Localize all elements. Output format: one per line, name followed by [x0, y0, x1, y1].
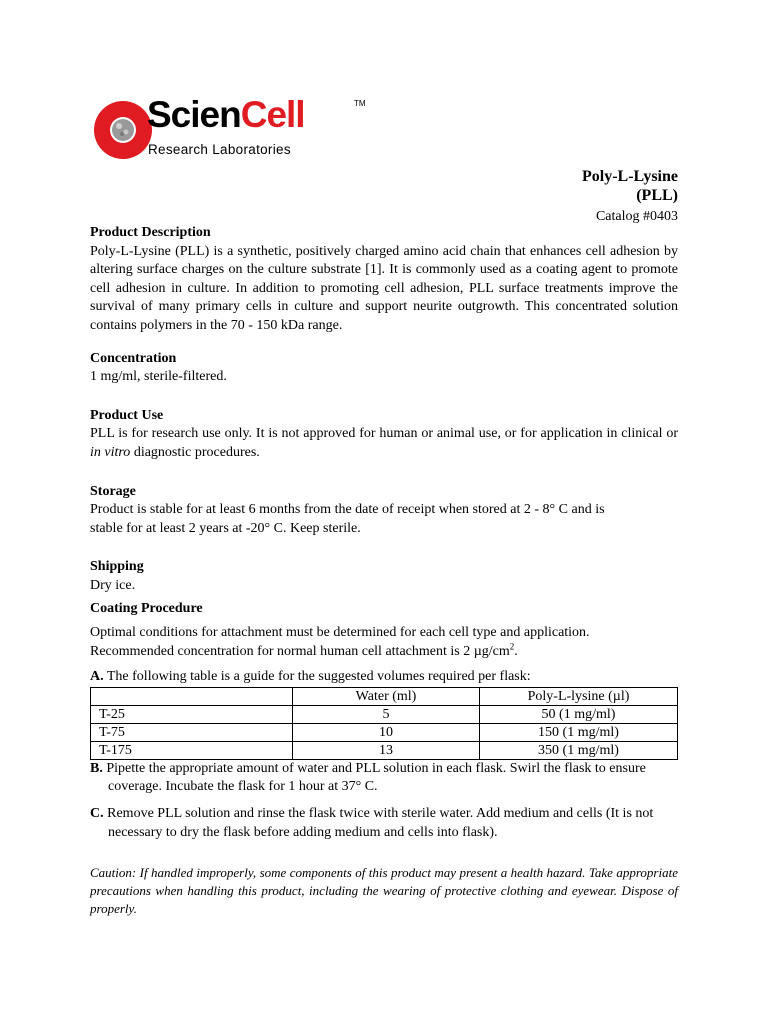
trademark-mark: TM: [354, 99, 366, 108]
logo-emblem-icon: [92, 99, 154, 161]
table-cell: 350 (1 mg/ml): [480, 741, 678, 759]
table-row: [91, 705, 678, 723]
heading-shipping: Shipping: [90, 559, 144, 575]
heading-product-use: Product Use: [90, 407, 164, 423]
flask-table-body: [91, 687, 678, 759]
storage-line-2: stable for at least 2 years at -20° C. Keep sterile.: [90, 520, 361, 536]
sciencell-logo: [92, 94, 366, 170]
section-concentration: [90, 350, 678, 387]
table-cell: T-25: [91, 705, 293, 723]
caution-notice: Caution: If handled improperly, some components of this product may present a health hazard. Take appropriate precautions when handling this product, including the wearing of protective clothing and eyewear. Dispose of properly.: [90, 865, 678, 917]
step-b-text: Pipette the appropriate amount of water and PLL solution in each flask. Swirl the flask to ensure coverage. Incubate the flask for 1 hour at 37° C.: [106, 760, 646, 795]
table-header-cell: Water (ml): [293, 687, 480, 705]
section-product-description: [90, 224, 678, 336]
heading-concentration: Concentration: [90, 350, 177, 366]
table-cell: 13: [293, 741, 480, 759]
product-use-text-a: PLL is for research use only. It is not approved for human or animal use, or for application in clinical or: [90, 426, 678, 442]
section-coating-procedure: [90, 600, 678, 843]
table-cell: 10: [293, 723, 480, 741]
product-title-block: [582, 167, 678, 226]
table-cell: 50 (1 mg/ml): [480, 705, 678, 723]
heading-product-description: Product Description: [90, 225, 211, 240]
product-use-text: [90, 425, 678, 462]
section-storage: [90, 483, 678, 539]
coating-intro-line-2-a: Recommended concentration for normal human cell attachment is 2 µg/cm: [90, 643, 510, 659]
step-b: [90, 760, 678, 797]
catalog-number: Catalog #0403: [595, 209, 678, 224]
step-a-label: A.: [90, 669, 104, 685]
step-c-text: Remove PLL solution and rinse the flask twice with sterile water. Add medium and cells (It is not necessary to dry the flask before adding medium and cells into flask).: [107, 806, 654, 840]
heading-storage: Storage: [90, 483, 136, 499]
step-c-label: C.: [90, 806, 104, 822]
concentration-text: 1 mg/ml, sterile-filtered.: [90, 369, 227, 385]
table-header-cell: [91, 687, 293, 705]
table-cell: 5: [293, 705, 480, 723]
storage-line-1: Product is stable for at least 6 months from the date of receipt when stored at 2 - 8° C and is: [90, 502, 605, 518]
product-abbreviation: (PLL): [636, 187, 678, 204]
coating-intro-line-2: [90, 643, 678, 662]
logo-brand-scien: Scien: [147, 94, 241, 135]
table-cell: 150 (1 mg/ml): [480, 723, 678, 741]
step-a-text: The following table is a guide for the suggested volumes required per flask:: [106, 669, 531, 685]
product-title: Poly-L-Lysine: [581, 168, 678, 185]
section-shipping: [90, 558, 678, 595]
table-header-cell: Poly-L-lysine (µl): [480, 687, 678, 705]
coating-superscript: 2: [509, 641, 515, 652]
coating-intro-line-1: Optimal conditions for attachment must be determined for each cell type and application.: [90, 625, 590, 641]
table-row: [91, 741, 678, 759]
document-body: [90, 224, 678, 931]
logo-brand-cell: Cell: [240, 94, 305, 135]
section-product-use: [90, 407, 678, 463]
coating-intro-line-2-b: .: [514, 643, 518, 659]
product-use-text-b: diagnostic procedures.: [130, 444, 260, 460]
table-cell: T-175: [91, 741, 293, 759]
heading-coating-procedure: Coating Procedure: [90, 600, 203, 616]
logo-wordmark: [147, 95, 305, 135]
table-cell: T-75: [91, 723, 293, 741]
shipping-text: Dry ice.: [90, 577, 136, 593]
product-description-text: Poly-L-Lysine (PLL) is a synthetic, positively charged amino acid chain that enhances cell adhesion by altering surface charges on the culture substrate [1]. It is commonly used as a coating agent to promote cell adhesion in culture. In addition to promoting cell adhesion, PLL surface treatments improve the survival of many primary cells in culture and support neurite outgrowth. This concentrated solution contains polymers in the 70 - 150 kDa range.: [90, 243, 678, 333]
step-c: [90, 805, 678, 842]
logo-subtitle: Research Laboratories: [148, 142, 291, 157]
table-row: [91, 723, 678, 741]
table-header-row: [91, 687, 678, 705]
step-a: [90, 668, 678, 687]
flask-volume-table: [90, 687, 678, 760]
step-b-label: B.: [90, 760, 103, 776]
product-use-italic: in vitro: [90, 444, 131, 460]
